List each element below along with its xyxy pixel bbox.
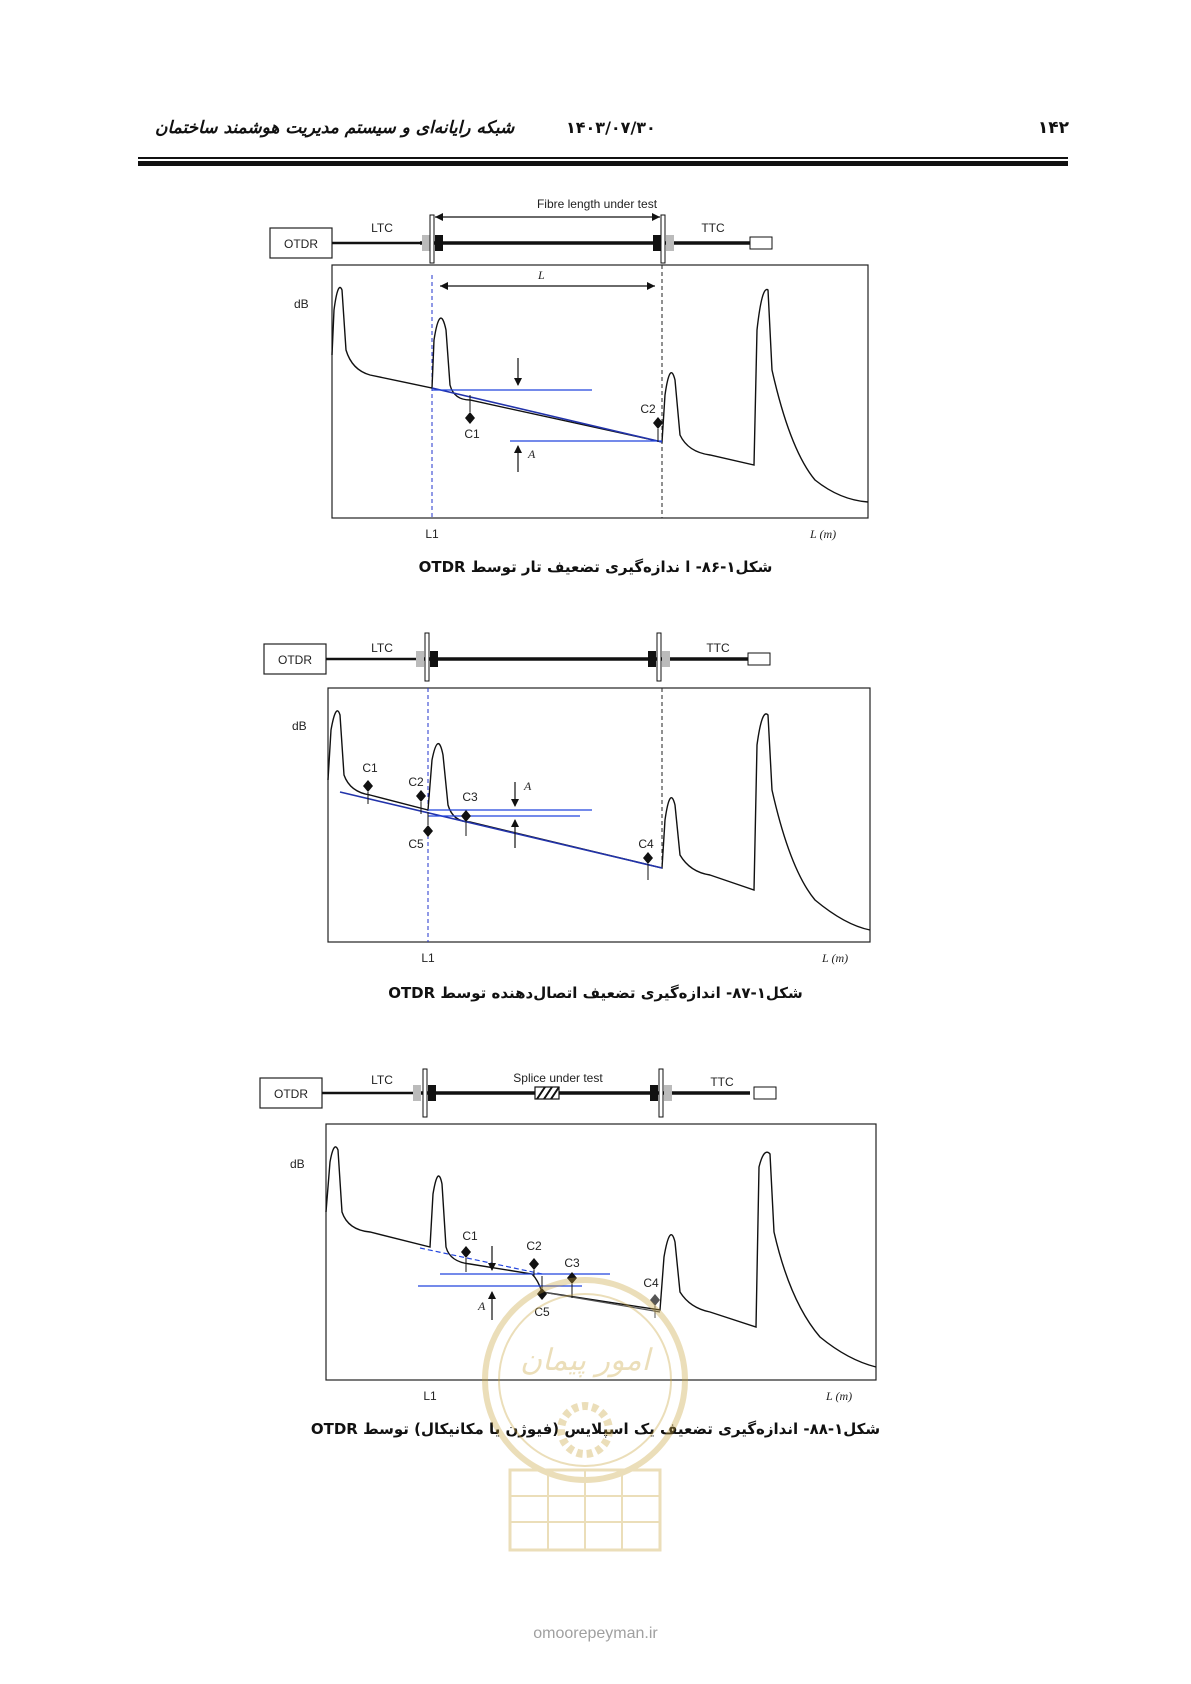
plot-frame xyxy=(332,265,868,518)
caption-figure-3: شکل۱-۸۸- اندازه‌گیری تضعیف یک اسپلایس (فیوژن یا مکانیکال) توسط OTDR xyxy=(310,1420,881,1438)
span-label: L xyxy=(538,268,545,282)
header-rule-thin xyxy=(138,157,1068,159)
watermark-seal-text: امور پیمان xyxy=(520,1343,650,1378)
figure-connector-attenuation xyxy=(270,630,950,970)
y-axis-label: dB xyxy=(290,1157,305,1171)
ltc-label: LTC xyxy=(371,221,393,235)
connector-grey-left xyxy=(422,235,430,251)
watermark-seal-logo xyxy=(470,1270,700,1570)
connector-c3: C3 xyxy=(564,1256,580,1270)
plot-frame xyxy=(328,688,870,942)
a-label: A xyxy=(524,779,532,793)
x-axis-label: L (m) xyxy=(810,527,837,541)
y-axis-label: dB xyxy=(294,297,309,311)
x-axis-label: L (m) xyxy=(822,951,849,965)
connector-c1: C1 xyxy=(362,761,378,775)
connector-c5: C5 xyxy=(408,837,424,851)
a-label: A xyxy=(528,447,536,461)
caption-figure-1: شکل۱-۸۶- ا ندازه‌گیری تضعیف تار توسط OTDR xyxy=(418,558,773,576)
y-axis-label: dB xyxy=(292,719,307,733)
otdr-label: OTDR xyxy=(284,237,318,251)
attenuation-slope xyxy=(340,792,662,868)
book-title: شبکه رایانه‌ای و سیستم مدیریت هوشمند ساختمان xyxy=(155,118,515,138)
otdr-label: OTDR xyxy=(278,653,312,667)
connector-c2: C2 xyxy=(640,402,656,416)
ltc-label: LTC xyxy=(371,1073,393,1087)
splice-label: Splice under test xyxy=(513,1071,603,1085)
figure-1-diagram xyxy=(270,190,950,550)
otdr-label: OTDR xyxy=(274,1087,308,1101)
otdr-trace xyxy=(328,711,870,930)
figure-fibre-attenuation xyxy=(270,190,950,550)
caption-figure-2: شکل۱-۸۷- اندازه‌گیری تضعیف اتصال‌دهنده توسط OTDR xyxy=(388,984,803,1002)
connector-c1: C1 xyxy=(464,427,480,441)
connector-flange-right xyxy=(661,215,665,263)
ttc-label: TTC xyxy=(701,221,725,235)
a-label: A xyxy=(478,1299,486,1313)
connector-c3: C3 xyxy=(462,790,478,804)
marker-l1: L1 xyxy=(425,527,439,541)
connector-c4: C4 xyxy=(638,837,654,851)
connector-c2: C2 xyxy=(526,1239,542,1253)
connector-c2: C2 xyxy=(408,775,424,789)
connector-c5: C5 xyxy=(534,1305,550,1319)
otdr-trace xyxy=(332,288,868,503)
figure-2-diagram xyxy=(270,630,950,970)
x-axis-label: L (m) xyxy=(826,1389,853,1403)
watermark-site: omoorepeyman.ir xyxy=(533,1625,658,1642)
header-date: ۱۴۰۳/۰۷/۳۰ xyxy=(566,118,656,137)
marker-l1: L1 xyxy=(421,951,435,965)
connector-c1: C1 xyxy=(462,1229,478,1243)
fibre-end xyxy=(750,237,772,249)
ttc-label: TTC xyxy=(710,1075,734,1089)
connector-flange-left xyxy=(430,215,434,263)
page-number: ۱۴۲ xyxy=(1037,118,1069,138)
ttc-label: TTC xyxy=(706,641,730,655)
header-rule-thick xyxy=(138,161,1068,166)
ltc-label: LTC xyxy=(371,641,393,655)
marker-l1: L1 xyxy=(423,1389,437,1403)
connector-c4: C4 xyxy=(643,1276,659,1290)
fibre-length-label: Fibre length under test xyxy=(536,197,658,211)
